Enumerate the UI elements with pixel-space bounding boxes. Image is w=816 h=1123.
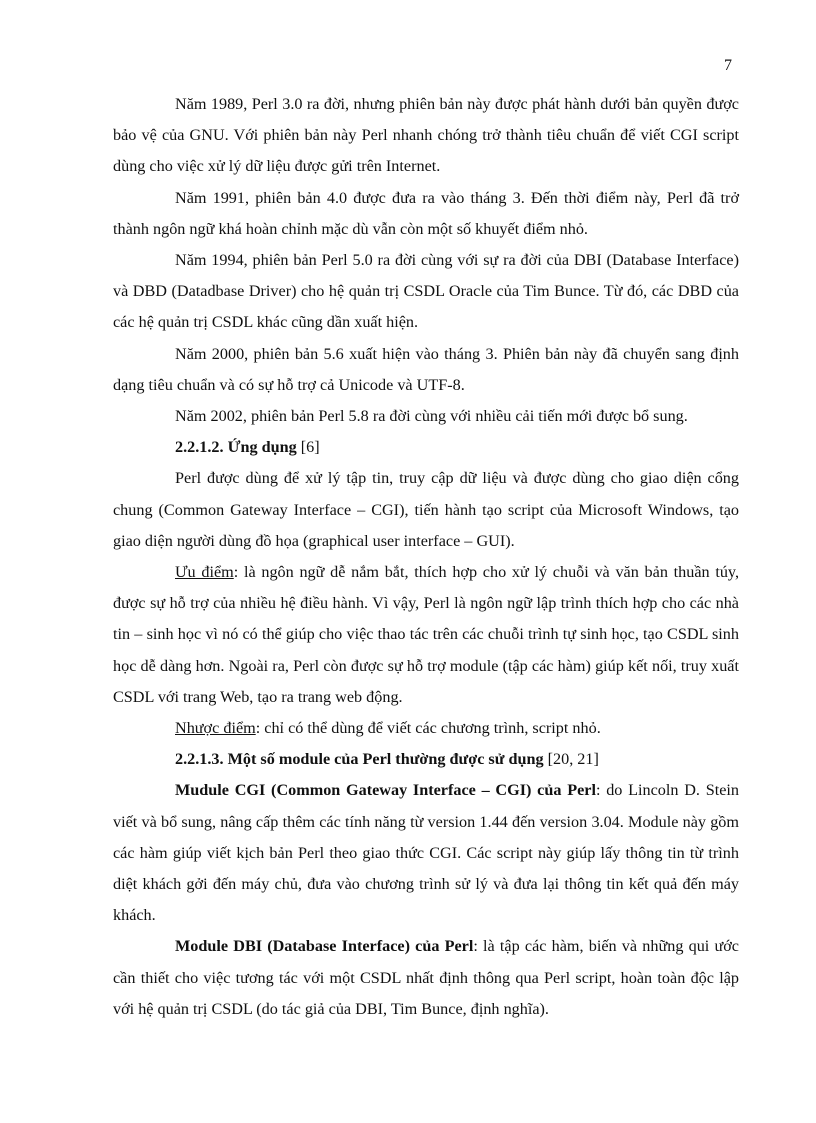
paragraph-disadvantages bbox=[113, 713, 739, 744]
module-cgi-text: : do Lincoln D. Stein viết và bổ sung, nâng cấp thêm các tính năng từ version 1.44 đến version 3.04. Module này gồm các hàm giúp viết kịch bản Perl theo giao thức CGI. Các script này giúp lấy thông tin từ trình diệt khách gởi đến máy chủ, đưa vào chương trình sử lý và đưa lại thông tin kết quả đến máy khách. bbox=[113, 781, 739, 925]
module-cgi-label: Mudule CGI (Common Gateway Interface – CGI) của Perl bbox=[175, 781, 596, 800]
paragraph-module-cgi bbox=[113, 775, 739, 931]
section-heading-applications bbox=[113, 432, 739, 463]
disadvantages-text: : chỉ có thể dùng để viết các chương trình, script nhỏ. bbox=[255, 719, 601, 738]
section-heading-reference: [6] bbox=[296, 438, 320, 457]
paragraph-perl-5-6: Năm 2000, phiên bản 5.6 xuất hiện vào tháng 3. Phiên bản này đã chuyển sang định dạng tiêu chuẩn và có sự hỗ trợ cả Unicode và UTF-8. bbox=[113, 344, 739, 394]
paragraph-perl-5: Năm 1994, phiên bản Perl 5.0 ra đời cùng với sự ra đời của DBI (Database Interface) và DBD (Datadbase Driver) cho hệ quản trị CSDL Oracle của Tim Bunce. Từ đó, các DBD của các hệ quản trị CSDL khác cũng dần xuất hiện. bbox=[113, 251, 739, 332]
advantages-text: : là ngôn ngữ dễ nắm bắt, thích hợp cho xử lý chuỗi và văn bản thuần túy, được sự hỗ trợ của nhiều hệ điều hành. Vì vậy, Perl là ngôn ngữ lập trình thích hợp cho các nhà tin – sinh học vì nó có thể giúp cho việc thao tác trên các chuỗi trình tự sinh học, tạo CSDL sinh học dễ dàng hơn. Ngoài ra, Perl còn được sự hỗ trợ module (tập các hàm) giúp kết nối, truy xuất CSDL với trang Web, tạo ra trang web động. bbox=[113, 563, 740, 706]
paragraph-module-dbi bbox=[113, 931, 739, 1025]
section-heading-reference: [20, 21] bbox=[543, 750, 599, 769]
disadvantages-label: Nhược điểm bbox=[175, 719, 256, 738]
module-dbi-label: Module DBI (Database Interface) của Perl bbox=[175, 937, 474, 956]
body-text bbox=[113, 89, 739, 1025]
section-heading-modules bbox=[113, 744, 739, 775]
paragraph-perl-3: Năm 1989, Perl 3.0 ra đời, nhưng phiên bản này được phát hành dưới bản quyền được bảo vệ của GNU. Với phiên bản này Perl nhanh chóng trở thành tiêu chuẩn để viết CGI script dùng cho việc xử lý dữ liệu được gửi trên Internet. bbox=[113, 95, 739, 176]
paragraph-applications-intro: Perl được dùng để xử lý tập tin, truy cập dữ liệu và được dùng cho giao diện cổng chung (Common Gateway Interface – CGI), tiến hành tạo script của Microsoft Windows, tạo giao diện người dùng đồ họa (graphical user interface – GUI). bbox=[113, 469, 739, 550]
page-number: 7 bbox=[724, 57, 732, 74]
advantages-label: Ưu điểm bbox=[175, 563, 234, 582]
section-heading-title: 2.2.1.2. Ứng dụng bbox=[175, 438, 297, 457]
paragraph-advantages bbox=[113, 557, 739, 713]
module-dbi-text: : là tập các hàm, biến và những qui ước cần thiết cho việc tương tác với một CSDL nhất định thông qua Perl script, hoàn toàn độc lập với hệ quản trị CSDL (do tác giả của DBI, Tim Bunce, định nghĩa). bbox=[113, 937, 739, 1018]
section-heading-title: 2.2.1.3. Một số module của Perl thường được sử dụng bbox=[175, 750, 544, 769]
paragraph-perl-4: Năm 1991, phiên bản 4.0 được đưa ra vào tháng 3. Đến thời điểm này, Perl đã trở thành ngôn ngữ khá hoàn chỉnh mặc dù vẫn còn một số khuyết điểm nhỏ. bbox=[113, 188, 739, 238]
paragraph-perl-5-8: Năm 2002, phiên bản Perl 5.8 ra đời cùng với nhiều cải tiến mới được bổ sung. bbox=[175, 407, 688, 426]
